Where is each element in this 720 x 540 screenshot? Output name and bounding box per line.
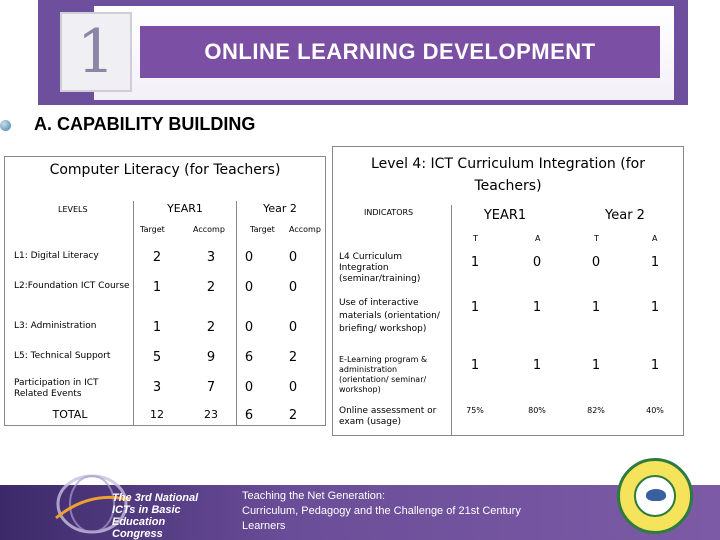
footer-line1: Teaching the Net Generation:: [242, 490, 386, 502]
table-cell: 1: [470, 255, 480, 270]
subheader-target: Target: [140, 225, 165, 234]
subheader-a: A: [652, 234, 658, 243]
subheader-a: A: [535, 234, 541, 243]
table-cell: 0: [244, 280, 254, 295]
table-cell: 6: [244, 350, 254, 365]
table-cell: 1: [591, 358, 601, 373]
table-cell: 3: [152, 380, 162, 395]
right-table-title-line2: Teachers): [474, 178, 542, 194]
school-seal-logo: [617, 458, 693, 534]
table-cell: 82%: [587, 406, 605, 415]
indicators-header: INDICATORS: [364, 208, 414, 217]
table-cell: 2: [152, 250, 162, 265]
table-row-label: L5: Technical Support: [14, 351, 111, 361]
slide-title: ONLINE LEARNING DEVELOPMENT: [140, 26, 660, 78]
table-row-label: Participation in ICT Related Events: [14, 378, 99, 399]
table-row-label: E-Learning program & administration (orientation/ seminar/ workshop): [339, 355, 428, 394]
table-cell: 0: [244, 380, 254, 395]
table-cell: 2: [206, 280, 216, 295]
table-cell: 5: [152, 350, 162, 365]
left-table-title: Computer Literacy (for Teachers): [49, 162, 281, 178]
slide-number-badge: 1: [60, 12, 132, 92]
table-cell: 1: [152, 320, 162, 335]
section-heading: A. CAPABILITY BUILDING: [34, 114, 256, 134]
table-cell: 1: [532, 300, 542, 315]
subheader-accomp: Accomp: [193, 225, 225, 234]
table-cell: 23: [204, 408, 218, 421]
table-cell: 2: [288, 408, 298, 423]
table-row-label: L4 Curriculum Integration (seminar/training): [339, 252, 421, 284]
table-cell: 0: [288, 320, 298, 335]
congress-name-line2: ICTs in Basic Education: [112, 504, 181, 528]
total-label: TOTAL: [52, 408, 88, 421]
congress-logo: [50, 470, 235, 540]
table-cell: 1: [470, 300, 480, 315]
footer-caption: [242, 489, 622, 533]
table-cell: 1: [152, 280, 162, 295]
table-cell: 7: [206, 380, 216, 395]
table-cell: 1: [650, 300, 660, 315]
table-cell: 1: [650, 255, 660, 270]
table-cell: 1: [532, 358, 542, 373]
table-row-label: L1: Digital Literacy: [14, 251, 99, 261]
table-cell: 6: [244, 408, 254, 423]
year1-header: YEAR1: [483, 208, 527, 223]
table-cell: 3: [206, 250, 216, 265]
bullet-icon: [0, 120, 11, 131]
lamp-icon: [646, 489, 666, 501]
table-row-label: L3: Administration: [14, 321, 97, 331]
table-cell: 80%: [528, 406, 546, 415]
year2-header: Year 2: [263, 202, 297, 215]
table-cell: 40%: [646, 406, 664, 415]
column-divider: [451, 205, 452, 435]
subheader-t: T: [594, 234, 599, 243]
seal-center: [634, 475, 676, 517]
congress-name-line1: The 3rd National: [112, 492, 199, 504]
table-cell: 0: [288, 250, 298, 265]
footer-line2: Curriculum, Pedagogy and the Challenge of 21st Century: [242, 505, 521, 517]
table-cell: 0: [244, 320, 254, 335]
table-cell: 0: [591, 255, 601, 270]
column-divider: [133, 201, 134, 425]
right-table-title-line1: Level 4: ICT Curriculum Integration (for: [371, 156, 645, 172]
table-cell: 0: [532, 255, 542, 270]
table-row-label: L2:Foundation ICT Course: [14, 281, 130, 291]
congress-name-line3: Congress: [112, 528, 163, 540]
subheader-t: T: [473, 234, 478, 243]
table-cell: 0: [288, 280, 298, 295]
table-cell: 2: [206, 320, 216, 335]
subheader-accomp: Accomp: [289, 225, 321, 234]
table-cell: 12: [150, 408, 164, 421]
footer-line3: Learners: [242, 520, 286, 532]
levels-header: LEVELS: [58, 205, 88, 214]
table-cell: 1: [591, 300, 601, 315]
table-cell: 0: [288, 380, 298, 395]
year2-header: Year 2: [605, 208, 645, 223]
table-cell: 1: [470, 358, 480, 373]
table-row-label: Online assessment or exam (usage): [339, 406, 437, 427]
year1-header: YEAR1: [167, 202, 203, 215]
table-cell: 75%: [466, 406, 484, 415]
table-row-label: Use of interactive materials (orientation/ briefing/ workshop): [339, 298, 440, 334]
table-cell: 0: [244, 250, 254, 265]
table-cell: 9: [206, 350, 216, 365]
table-cell: 2: [288, 350, 298, 365]
table-cell: 1: [650, 358, 660, 373]
subheader-target: Target: [250, 225, 275, 234]
